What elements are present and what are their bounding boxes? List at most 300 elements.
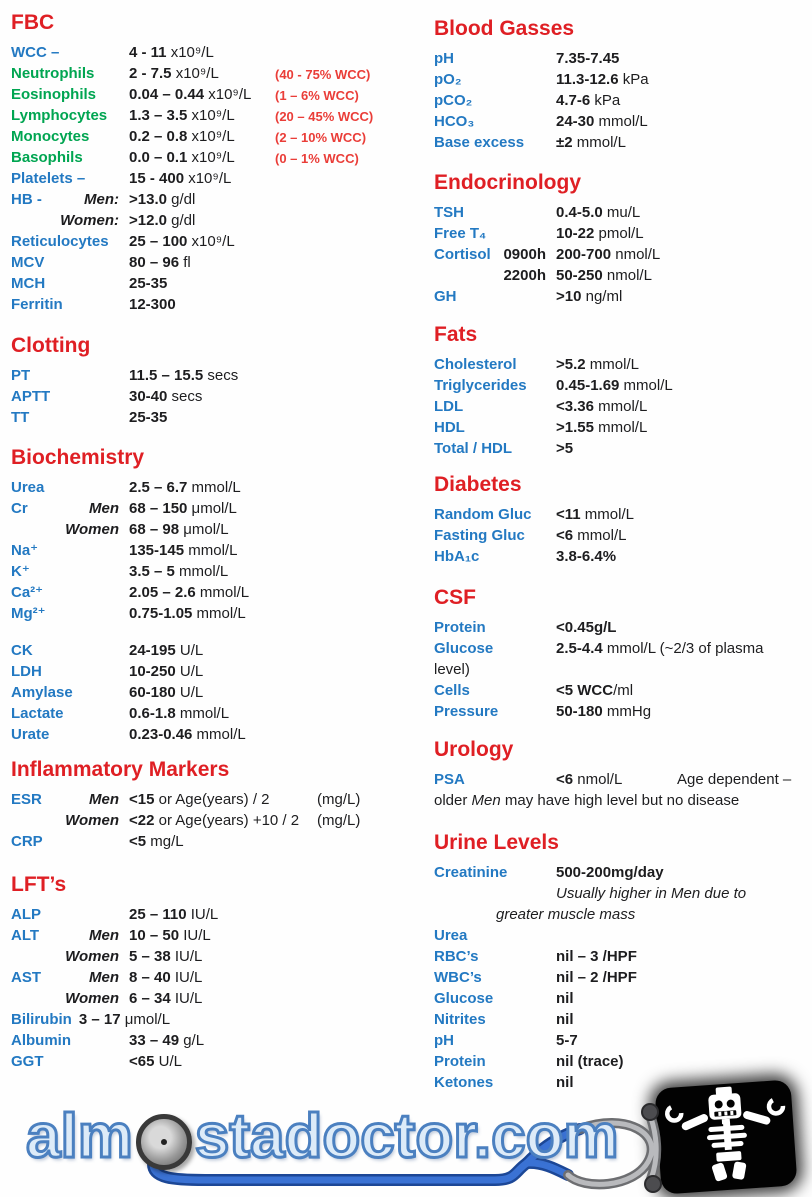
section-title: LFT’s xyxy=(11,873,67,896)
unit: x10⁹/L xyxy=(187,233,235,250)
unit: mmol/L xyxy=(619,377,673,394)
section-title: Biochemistry xyxy=(11,446,145,469)
lab-row xyxy=(11,1009,423,1030)
reference-value: 33 – 49 xyxy=(129,1032,180,1049)
value-cell xyxy=(129,946,202,967)
range-note: (20 – 45% WCC) xyxy=(275,109,374,124)
qualifier: Women: xyxy=(60,212,119,229)
lab-row xyxy=(11,703,423,724)
reference-value: 60-180 xyxy=(129,684,176,701)
label-cell xyxy=(11,603,129,624)
lab-row xyxy=(11,231,423,252)
lab-row xyxy=(11,925,423,946)
reference-value: 0.04 – 0.44 xyxy=(129,86,205,103)
label-cell xyxy=(434,769,556,790)
reference-value: 2 - 7.5 xyxy=(129,65,172,82)
label-cell xyxy=(11,84,129,105)
lab-row xyxy=(11,386,423,407)
test-name: Ketones xyxy=(434,1074,494,1091)
unit: mmol/L xyxy=(573,527,627,544)
section-title: FBC xyxy=(11,11,55,34)
test-name: MCH xyxy=(11,275,46,292)
label-cell xyxy=(434,354,556,375)
label-cell xyxy=(11,925,129,946)
unit: mmol/L xyxy=(175,705,230,722)
label-cell xyxy=(434,546,556,567)
unit: nmol/L xyxy=(573,771,623,788)
reference-value: 68 – 150 xyxy=(129,500,188,517)
value-cell xyxy=(556,111,648,132)
value-cell xyxy=(129,967,202,988)
lab-row xyxy=(11,810,423,831)
test-name: WBC’s xyxy=(434,969,482,986)
label-cell xyxy=(11,273,129,294)
unit: mmol/L xyxy=(184,542,238,559)
column-left xyxy=(11,0,423,1080)
label-cell xyxy=(434,862,556,883)
lab-row xyxy=(434,680,806,701)
value-cell xyxy=(556,417,647,438)
label-cell xyxy=(11,988,129,1009)
unit: mg/L xyxy=(146,833,184,850)
reference-value: 3.8-6.4% xyxy=(556,548,617,565)
label-cell xyxy=(434,375,556,396)
lab-row xyxy=(11,252,423,273)
reference-value: <5 xyxy=(129,833,147,850)
lab-row xyxy=(434,202,806,223)
reference-value: 7.35-7.45 xyxy=(556,50,620,67)
section-diabetes xyxy=(434,472,806,567)
reference-value: >5 xyxy=(556,440,574,457)
lab-row xyxy=(434,90,806,111)
lab-row xyxy=(434,701,806,722)
lab-row xyxy=(434,354,806,375)
note-text xyxy=(434,659,806,680)
unit: nmol/L xyxy=(611,246,661,263)
unit: IU/L xyxy=(170,990,203,1007)
value-cell xyxy=(129,724,246,745)
value-cell xyxy=(556,375,673,396)
value-cell xyxy=(129,498,237,519)
value-cell xyxy=(129,231,235,252)
value-cell xyxy=(129,1030,204,1051)
label-cell xyxy=(11,789,129,810)
reference-value: <0.45g/L xyxy=(556,619,617,636)
test-name: TT xyxy=(11,409,30,426)
label-cell xyxy=(11,703,129,724)
test-name: GGT xyxy=(11,1053,44,1070)
reference-value: 8 – 40 xyxy=(129,969,171,986)
section-lfts xyxy=(11,872,423,1072)
unit: mmol/L xyxy=(580,506,634,523)
label-cell xyxy=(11,386,129,407)
section-title: Blood Gasses xyxy=(434,17,575,40)
label-cell xyxy=(434,202,556,223)
footer xyxy=(0,1082,812,1197)
reference-value: 135-145 xyxy=(129,542,185,559)
test-name: HB - xyxy=(11,191,42,208)
value-cell xyxy=(129,519,229,540)
label-cell xyxy=(11,252,129,273)
reference-value: 10-22 xyxy=(556,225,595,242)
section-title: Fats xyxy=(434,323,478,346)
lab-row xyxy=(11,967,423,988)
qualifier: Men: xyxy=(84,191,119,208)
label-cell xyxy=(434,525,556,546)
value-cell xyxy=(129,561,228,582)
section-csf xyxy=(434,585,806,722)
test-name: Base excess xyxy=(434,134,525,151)
unit: mmol/L xyxy=(593,419,648,436)
qualifier: 2200h xyxy=(503,267,546,284)
qualifier: Women xyxy=(65,990,119,1007)
reference-value: 4.7-6 xyxy=(556,92,591,109)
lab-row xyxy=(434,1030,806,1051)
lab-row xyxy=(434,286,806,307)
value-cell xyxy=(129,925,211,946)
lab-row xyxy=(11,477,423,498)
reference-value: <6 xyxy=(556,771,574,788)
range-note: (1 – 6% WCC) xyxy=(275,88,359,103)
value-cell xyxy=(556,90,620,111)
section-endocrinology xyxy=(434,170,806,307)
unit: secs xyxy=(167,388,203,405)
reference-value: nil xyxy=(556,990,574,1007)
reference-value: 30-40 xyxy=(129,388,168,405)
reference-value: <15 xyxy=(129,791,155,808)
value-cell xyxy=(129,294,176,315)
unit: x10⁹/L xyxy=(187,107,235,124)
section-clotting xyxy=(11,333,423,428)
reference-value: <5 WCC xyxy=(556,682,614,699)
section-title: Urine Levels xyxy=(434,831,559,854)
lab-row xyxy=(11,904,423,925)
reference-value: 11.5 – 15.5 xyxy=(129,367,204,384)
test-name: pO₂ xyxy=(434,71,462,88)
test-name: Monocytes xyxy=(11,128,90,145)
unit: x10⁹/L xyxy=(187,128,235,145)
label-cell xyxy=(11,540,129,561)
lab-row xyxy=(434,132,806,153)
unit: fl xyxy=(179,254,191,271)
label-cell xyxy=(434,1009,556,1030)
test-name: Cholesterol xyxy=(434,356,517,373)
unit: g/dl xyxy=(166,191,196,208)
test-name: Amylase xyxy=(11,684,73,701)
lab-row xyxy=(434,546,806,567)
test-name: Free T₄ xyxy=(434,225,487,242)
label-cell xyxy=(434,701,556,722)
value-cell xyxy=(556,438,573,459)
lab-row xyxy=(434,417,806,438)
stethoscope-head-icon xyxy=(136,1114,192,1170)
section-title: Clotting xyxy=(11,334,91,357)
value-cell xyxy=(129,682,203,703)
test-name: Fasting Gluc xyxy=(434,527,525,544)
qualifier: Men xyxy=(89,791,119,808)
lab-row xyxy=(434,111,806,132)
lab-row xyxy=(434,946,806,967)
reference-value: 0.2 – 0.8 xyxy=(129,128,188,145)
test-name: GH xyxy=(434,288,457,305)
lab-row xyxy=(11,168,423,189)
value-cell xyxy=(556,354,639,375)
unit: or Age(years) / 2 xyxy=(154,791,270,808)
unit: x10⁹/L xyxy=(184,170,232,187)
reference-value: >1.55 xyxy=(556,419,594,436)
label-cell xyxy=(11,477,129,498)
reference-value: 25-35 xyxy=(129,275,168,292)
unit: mmol/L xyxy=(594,113,648,130)
reference-value: 10 – 50 xyxy=(129,927,180,944)
reference-value: nil xyxy=(556,1011,574,1028)
note-text-segment: Usually higher in Men due to xyxy=(556,885,747,902)
lab-row xyxy=(11,365,423,386)
value-cell xyxy=(129,168,231,189)
test-name: WCC – xyxy=(11,44,60,61)
label-cell xyxy=(11,967,129,988)
label-cell xyxy=(11,42,129,63)
section-bloodgasses xyxy=(434,16,806,153)
reference-value: >13.0 xyxy=(129,191,167,208)
test-name: APTT xyxy=(11,388,51,405)
test-name: Cr xyxy=(11,500,28,517)
value-cell xyxy=(556,286,622,307)
value-cell xyxy=(556,967,637,988)
lab-row xyxy=(11,84,423,105)
qualifier: Men xyxy=(89,969,119,986)
spacer xyxy=(11,624,423,640)
lab-row xyxy=(11,946,423,967)
label-cell xyxy=(11,946,129,967)
test-name: Na⁺ xyxy=(11,542,39,559)
value-cell xyxy=(129,988,202,1009)
test-name: Pressure xyxy=(434,703,499,720)
reference-value: 25-35 xyxy=(129,409,168,426)
reference-value: 5 – 38 xyxy=(129,948,171,965)
reference-value: 0.0 – 0.1 xyxy=(129,149,188,166)
label-cell xyxy=(434,286,556,307)
test-name: PSA xyxy=(434,771,465,788)
lab-row xyxy=(434,862,806,883)
test-name: CK xyxy=(11,642,33,659)
unit: mmol/L xyxy=(174,563,229,580)
value-cell xyxy=(556,546,616,567)
label-cell xyxy=(11,168,129,189)
lab-row xyxy=(11,273,423,294)
lab-row xyxy=(434,525,806,546)
value-cell xyxy=(129,904,218,925)
unit: /ml xyxy=(613,682,634,699)
test-name: MCV xyxy=(11,254,45,271)
test-name: CRP xyxy=(11,833,43,850)
lab-row xyxy=(11,105,423,126)
value-cell xyxy=(129,42,214,63)
unit: x10⁹/L xyxy=(171,65,219,82)
value-cell xyxy=(129,189,195,210)
reference-value: 0.4-5.0 xyxy=(556,204,603,221)
note-text-segment: may have high level but no disease xyxy=(500,792,740,809)
test-name: Albumin xyxy=(11,1032,71,1049)
reference-value: >12.0 xyxy=(129,212,167,229)
label-cell xyxy=(11,1009,72,1030)
lab-row xyxy=(11,63,423,84)
test-name: LDL xyxy=(434,398,464,415)
unit: kPa xyxy=(618,71,649,88)
label-cell xyxy=(11,147,129,168)
label-cell xyxy=(11,810,129,831)
unit: mmol/L xyxy=(585,356,639,373)
unit: x10⁹/L xyxy=(166,44,214,61)
value-cell xyxy=(129,640,203,661)
reference-value: 0.45-1.69 xyxy=(556,377,620,394)
label-cell xyxy=(11,126,129,147)
unit: or Age(years) +10 / 2 xyxy=(154,812,300,829)
logo-text-post: stadoctor.com xyxy=(194,1102,619,1171)
test-name: Random Gluc xyxy=(434,506,532,523)
test-name: HCO₃ xyxy=(434,113,475,130)
label-cell xyxy=(434,617,556,638)
value-cell xyxy=(129,273,167,294)
value-cell xyxy=(129,540,237,561)
test-name: Urea xyxy=(434,927,468,944)
lab-row xyxy=(11,407,423,428)
range-note: (mg/L) xyxy=(317,791,361,808)
unit: U/L xyxy=(175,684,204,701)
reference-value: 12-300 xyxy=(129,296,176,313)
range-note: (0 – 1% WCC) xyxy=(275,151,359,166)
value-cell xyxy=(556,504,634,525)
qualifier: Men xyxy=(89,500,119,517)
unit: IU/L xyxy=(170,948,203,965)
value-cell xyxy=(556,223,644,244)
test-name: Basophils xyxy=(11,149,83,166)
value-cell xyxy=(129,603,246,624)
lab-row xyxy=(11,126,423,147)
test-name: Protein xyxy=(434,619,486,636)
reference-value: >10 xyxy=(556,288,582,305)
value-cell xyxy=(129,252,191,273)
qualifier: Women xyxy=(65,812,119,829)
value-cell xyxy=(556,1009,574,1030)
qualifier: Women xyxy=(65,948,119,965)
qualifier: Women xyxy=(65,521,119,538)
reference-value: 0.23-0.46 xyxy=(129,726,193,743)
unit: μmol/L xyxy=(120,1011,171,1028)
label-cell xyxy=(11,210,129,231)
reference-value: 50-250 xyxy=(556,267,603,284)
reference-value: 24-30 xyxy=(556,113,595,130)
section-fbc xyxy=(11,10,423,315)
unit: U/L xyxy=(175,663,204,680)
unit: U/L xyxy=(154,1053,182,1070)
note-text-segment: level) xyxy=(434,661,470,678)
lab-row xyxy=(434,48,806,69)
label-cell xyxy=(434,223,556,244)
label-cell xyxy=(434,396,556,417)
label-cell xyxy=(434,967,556,988)
unit: mmol/L xyxy=(572,134,626,151)
lab-row xyxy=(11,640,423,661)
value-cell xyxy=(556,202,640,223)
note-text-segment: greater muscle mass xyxy=(496,906,636,923)
lab-row xyxy=(434,988,806,1009)
lab-row xyxy=(11,561,423,582)
column-right xyxy=(434,0,806,1091)
reference-value: 200-700 xyxy=(556,246,612,263)
lab-row xyxy=(434,265,806,286)
label-cell xyxy=(11,831,129,852)
value-cell xyxy=(129,1051,182,1072)
reference-value: 2.5 – 6.7 xyxy=(129,479,188,496)
unit: g/dl xyxy=(166,212,196,229)
test-name: Urea xyxy=(11,479,45,496)
reference-value: 3.5 – 5 xyxy=(129,563,175,580)
lab-row xyxy=(11,189,423,210)
value-cell xyxy=(129,661,203,682)
label-cell xyxy=(434,69,556,90)
unit: mmol/L xyxy=(195,584,250,601)
reference-value: <6 xyxy=(556,527,574,544)
lab-row xyxy=(11,147,423,168)
lab-row xyxy=(11,724,423,745)
section-title: Endocrinology xyxy=(434,171,581,194)
value-cell xyxy=(129,105,235,126)
unit: secs xyxy=(203,367,239,384)
lab-row xyxy=(11,294,423,315)
label-cell xyxy=(11,294,129,315)
reference-value: 24-195 xyxy=(129,642,176,659)
section-title: CSF xyxy=(434,586,476,609)
value-cell xyxy=(556,48,619,69)
value-cell xyxy=(556,525,626,546)
value-cell xyxy=(79,1009,170,1030)
note-text xyxy=(434,883,806,904)
label-cell xyxy=(11,661,129,682)
label-cell xyxy=(11,682,129,703)
label-cell xyxy=(434,638,556,659)
reference-value: 4 - 11 xyxy=(129,44,167,61)
test-name: Triglycerides xyxy=(434,377,527,394)
value-cell xyxy=(129,84,251,105)
label-cell xyxy=(434,265,556,286)
logo-text-pre: alm xyxy=(26,1102,133,1171)
test-name: Lymphocytes xyxy=(11,107,108,124)
test-name: pH xyxy=(434,1032,454,1049)
lab-row xyxy=(11,831,423,852)
value-cell xyxy=(129,789,270,810)
section-urology xyxy=(434,737,806,811)
reference-value: 0.75-1.05 xyxy=(129,605,193,622)
value-cell xyxy=(129,126,235,147)
unit: mmol/L xyxy=(187,479,241,496)
test-name: Glucose xyxy=(434,990,494,1007)
value-cell xyxy=(556,769,622,790)
test-name: pH xyxy=(434,50,454,67)
value-cell xyxy=(129,386,202,407)
value-cell xyxy=(556,69,649,90)
value-cell xyxy=(556,638,763,659)
lab-row xyxy=(11,498,423,519)
lab-row xyxy=(434,244,806,265)
test-name: AST xyxy=(11,969,41,986)
reference-value: 5-7 xyxy=(556,1032,578,1049)
reference-value: ±2 xyxy=(556,134,573,151)
reference-value: 2.05 – 2.6 xyxy=(129,584,196,601)
lab-row xyxy=(11,1030,423,1051)
reference-value: >5.2 xyxy=(556,356,586,373)
value-cell xyxy=(556,617,616,638)
